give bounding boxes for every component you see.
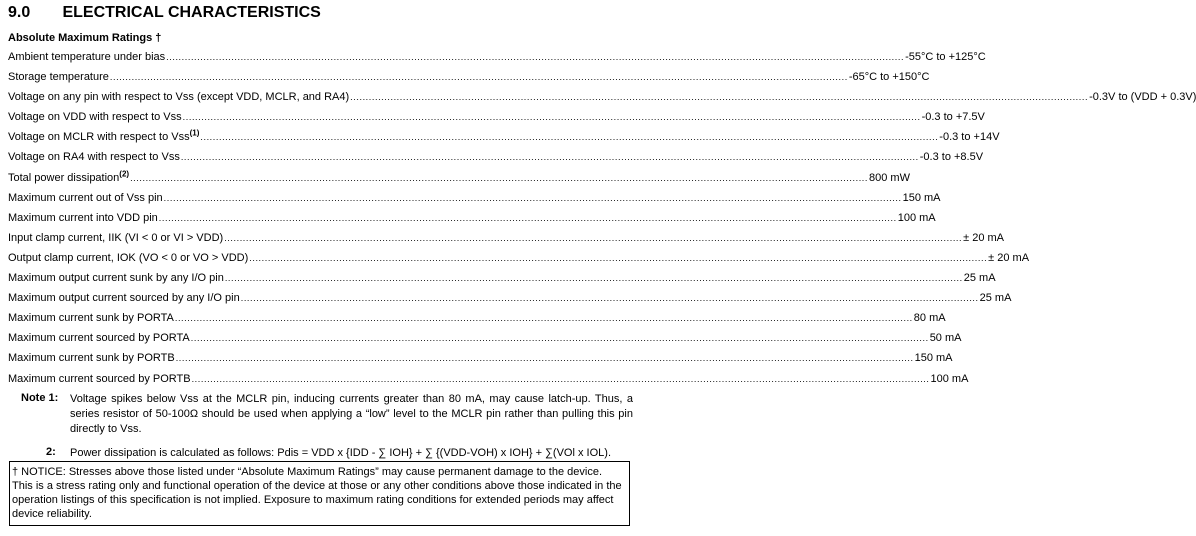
dot-leader: .............................................................................................................................................................................................................................................. bbox=[166, 52, 905, 62]
section-heading bbox=[8, 4, 321, 22]
rating-value: -0.3 to +14V bbox=[939, 131, 1000, 144]
dot-leader: .............................................................................................................................................................................................................................................. bbox=[224, 273, 963, 284]
dot-leader: .............................................................................................................................................................................................................................................. bbox=[224, 232, 963, 243]
rating-row bbox=[8, 352, 953, 372]
rating-label: Voltage on MCLR with respect to Vss$^{(1)}$ bbox=[8, 128, 200, 144]
rating-value: 100 mA bbox=[930, 372, 969, 385]
dot-leader: .............................................................................................................................................................................................................................................. bbox=[200, 132, 939, 143]
rating-row bbox=[8, 312, 946, 332]
rating-label: Maximum current sourced by PORTA bbox=[8, 332, 190, 345]
rating-value: 25 mA bbox=[963, 272, 996, 285]
rating-row bbox=[8, 111, 985, 131]
rating-value: 80 mA bbox=[913, 312, 946, 325]
dot-leader: .............................................................................................................................................................................................................................................. bbox=[163, 192, 902, 203]
rating-row bbox=[8, 272, 996, 292]
note-2 bbox=[8, 446, 633, 461]
rating-row bbox=[8, 91, 1196, 111]
rating-row bbox=[8, 251, 1030, 272]
rating-label: Maximum current out of Vss pin bbox=[8, 191, 163, 204]
rating-label: Input clamp current, IIK (VI < 0 or VI > VDD) bbox=[8, 231, 224, 244]
rating-row bbox=[8, 231, 1005, 252]
rating-value: 50 mA bbox=[929, 332, 962, 345]
dot-leader: .............................................................................................................................................................................................................................................. bbox=[191, 373, 930, 384]
rating-row bbox=[8, 211, 936, 232]
dot-leader: .............................................................................................................................................................................................................................................. bbox=[350, 92, 1089, 103]
rating-value: 100 mA bbox=[897, 211, 936, 224]
rating-value: 25 mA bbox=[979, 292, 1012, 305]
dot-leader: .............................................................................................................................................................................................................................................. bbox=[174, 313, 913, 324]
dot-leader: .............................................................................................................................................................................................................................................. bbox=[249, 252, 988, 263]
rating-row bbox=[8, 168, 910, 192]
rating-label: Maximum current sunk by PORTB bbox=[8, 352, 175, 365]
rating-value: -0.3V to (VDD + 0.3V) bbox=[1089, 91, 1196, 104]
rating-label: Voltage on any pin with respect to Vss (except VDD, MCLR, and RA4) bbox=[8, 91, 350, 104]
footnote-ref: (1) bbox=[189, 128, 200, 138]
rating-row bbox=[8, 191, 941, 212]
dot-leader: .............................................................................................................................................................................................................................................. bbox=[180, 152, 919, 163]
note-2-label: 2: bbox=[46, 446, 56, 458]
rating-value: -55°C to +125°C bbox=[905, 51, 986, 63]
rating-row bbox=[8, 51, 986, 71]
notes bbox=[8, 392, 633, 461]
rating-row bbox=[8, 151, 984, 171]
rating-label: Ambient temperature under bias bbox=[8, 51, 166, 63]
note-1-text: Voltage spikes below Vss at the MCLR pin, inducing currents greater than 80 mA, may cause latch-up. Thus, a series resistor of 50-100Ω should be used when applying a “low” level to the MCLR pin rather than pulling this pin directly to Vss. bbox=[70, 393, 633, 435]
dot-leader: .............................................................................................................................................................................................................................................. bbox=[190, 333, 929, 344]
rating-label: Output clamp current, IOK (VO < 0 or VO > VDD) bbox=[8, 251, 249, 264]
section-title: ELECTRICAL CHARACTERISTICS bbox=[62, 4, 321, 21]
rating-label: Total power dissipation$^{(2)}$ bbox=[8, 168, 130, 184]
rating-value: ± 20 mA bbox=[988, 251, 1030, 264]
rating-row bbox=[8, 71, 930, 91]
rating-value: 150 mA bbox=[914, 352, 953, 365]
dot-leader: .............................................................................................................................................................................................................................................. bbox=[130, 172, 868, 183]
rating-value: 800 mW bbox=[869, 171, 910, 184]
rating-label: Voltage on RA4 with respect to Vss bbox=[8, 151, 180, 164]
section-number: 9.0 bbox=[8, 4, 31, 21]
rating-row bbox=[8, 292, 1012, 312]
dot-leader: .............................................................................................................................................................................................................................................. bbox=[158, 212, 897, 223]
rating-label: Voltage on VDD with respect to Vss bbox=[8, 111, 182, 124]
rating-label: Maximum current sunk by PORTA bbox=[8, 312, 174, 325]
rating-value: -0.3 to +7.5V bbox=[921, 111, 985, 124]
note-1 bbox=[8, 392, 633, 437]
rating-row bbox=[8, 128, 1000, 151]
rating-label: Maximum output current sourced by any I/O pin bbox=[8, 292, 240, 305]
ratings-list bbox=[8, 51, 1196, 393]
rating-label: Storage temperature bbox=[8, 71, 109, 84]
dot-leader: .............................................................................................................................................................................................................................................. bbox=[240, 293, 979, 304]
rating-value: ± 20 mA bbox=[963, 231, 1005, 244]
note-1-label: Note 1: bbox=[21, 392, 59, 404]
rating-row bbox=[8, 372, 969, 393]
rating-value: 150 mA bbox=[902, 191, 941, 204]
notice-box: † NOTICE: Stresses above those listed under “Absolute Maximum Ratings” may cause permanent damage to the device. This is a stress rating only and functional operation of the device at those or any other conditions above those indicated in the operation listings of this specification is not implied. Exposure to maximum rating conditions for extended periods may affect device reliability. bbox=[9, 461, 630, 526]
rating-label: Maximum current into VDD pin bbox=[8, 211, 158, 224]
footnote-ref: (2) bbox=[119, 168, 130, 178]
rating-row bbox=[8, 332, 962, 352]
rating-value: -65°C to +150°C bbox=[848, 71, 930, 84]
rating-label: Maximum current sourced by PORTB bbox=[8, 372, 191, 385]
dot-leader: .............................................................................................................................................................................................................................................. bbox=[175, 353, 914, 364]
dot-leader: .............................................................................................................................................................................................................................................. bbox=[109, 72, 848, 83]
dot-leader: .............................................................................................................................................................................................................................................. bbox=[182, 112, 921, 123]
rating-value: -0.3 to +8.5V bbox=[919, 151, 984, 164]
rating-label: Maximum output current sunk by any I/O pin bbox=[8, 272, 224, 285]
ratings-subheading: Absolute Maximum Ratings † bbox=[8, 32, 162, 44]
note-2-text: Power dissipation is calculated as follows: Pdis = VDD x {IDD - ∑ IOH} + ∑ {(VDD-VOH) x IOH} + ∑(VOl x IOL). bbox=[70, 447, 611, 459]
